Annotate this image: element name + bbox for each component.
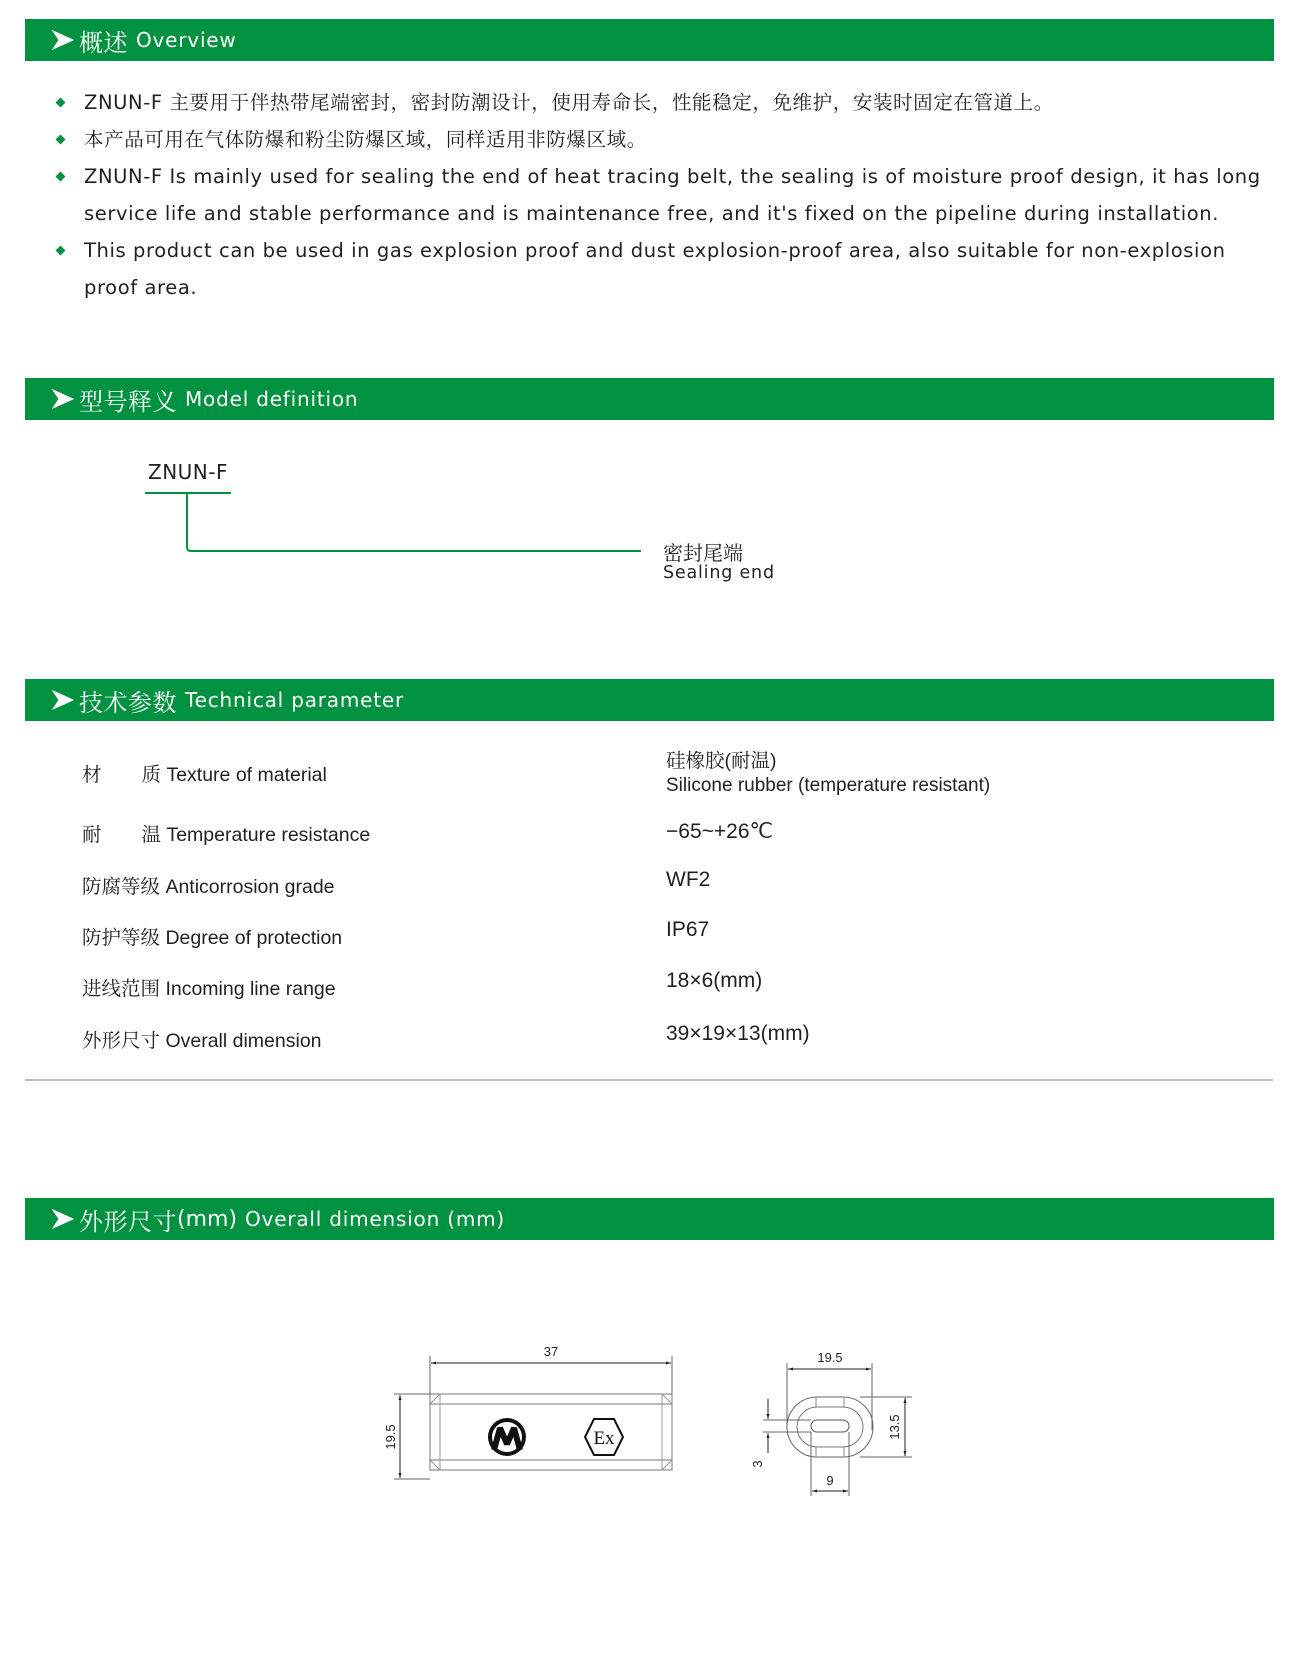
section-title-cn: 外形尺寸 xyxy=(79,1207,177,1236)
param-label-cn: 温 xyxy=(141,824,162,846)
param-label-en: Overall dimension xyxy=(165,1030,322,1052)
param-label-cn: 质 xyxy=(141,764,162,786)
param-value: 39×19×13(mm) xyxy=(666,1022,810,1045)
overview-text: ZNUN-F Is mainly used for sealing the end of heat tracing belt, the sealing is of moisture proof design, it has long service life and stable performance and is maintenance free, and it's fixed on the pipeline during installation. xyxy=(84,165,1261,225)
param-label-en: Degree of protection xyxy=(165,927,343,949)
section-title-en: Model definition xyxy=(185,387,359,411)
param-label-en: Texture of material xyxy=(166,764,327,786)
section-title-cn: 概述 xyxy=(79,28,128,57)
param-label-en: Incoming line range xyxy=(165,978,336,1000)
param-label-cn: 材 xyxy=(82,764,102,786)
section-title-en: Overall dimension (mm) xyxy=(245,1207,505,1231)
param-label-cn: 防腐等级 xyxy=(82,876,161,898)
model-desc-cn: 密封尾端 xyxy=(663,541,743,565)
ex-mark-icon xyxy=(585,1419,623,1455)
model-desc-en: Sealing end xyxy=(663,563,775,583)
front-view xyxy=(394,1356,672,1479)
dim-slot-height-label: 3 xyxy=(750,1460,765,1468)
section-title-cn: 技术参数 xyxy=(79,688,177,717)
section-title-cn: 型号释义 xyxy=(79,387,177,416)
overview-text: ZNUN-F 主要用于伴热带尾端密封，密封防潮设计，使用寿命长，性能稳定，免维护，安装时固定在管道上。 xyxy=(84,91,1054,114)
model-code: ZNUN-F xyxy=(148,460,228,484)
dim-height-label: 19.5 xyxy=(383,1424,398,1450)
param-label-en: Temperature resistance xyxy=(166,824,371,846)
dim-length-label: 37 xyxy=(543,1344,559,1359)
section-title-unit: (mm) xyxy=(177,1206,238,1232)
brand-logo-icon xyxy=(488,1418,526,1456)
overview-text: This product can be used in gas explosion proof and dust explosion-proof area, also suitable for non-explosion proof area. xyxy=(84,239,1226,299)
param-label-cn: 外形尺寸 xyxy=(82,1030,161,1052)
param-value-sub: Silicone rubber (temperature resistant) xyxy=(666,775,991,796)
overview-text: 本产品可用在气体防爆和粉尘防爆区域，同样适用非防爆区域。 xyxy=(84,128,647,151)
section-title-en: Technical parameter xyxy=(185,688,404,712)
dim-slot-width-label: 9 xyxy=(826,1473,834,1488)
param-value-main: 硅橡胶(耐温) xyxy=(666,750,777,772)
param-label-cn: 防护等级 xyxy=(82,927,161,949)
dim-side-height-label: 13.5 xyxy=(887,1414,902,1440)
param-value: IP67 xyxy=(666,918,710,941)
param-value: WF2 xyxy=(666,868,711,891)
section-title-en: Overview xyxy=(136,28,237,52)
ex-mark-text: Ex xyxy=(593,1428,615,1449)
param-value: 18×6(mm) xyxy=(666,969,763,992)
param-label-cn: 耐 xyxy=(82,824,102,846)
param-label-en: Anticorrosion grade xyxy=(165,876,335,898)
dim-side-width-label: 19.5 xyxy=(817,1350,843,1365)
param-value: −65~+26℃ xyxy=(666,820,774,843)
param-label-cn: 进线范围 xyxy=(82,978,161,1000)
